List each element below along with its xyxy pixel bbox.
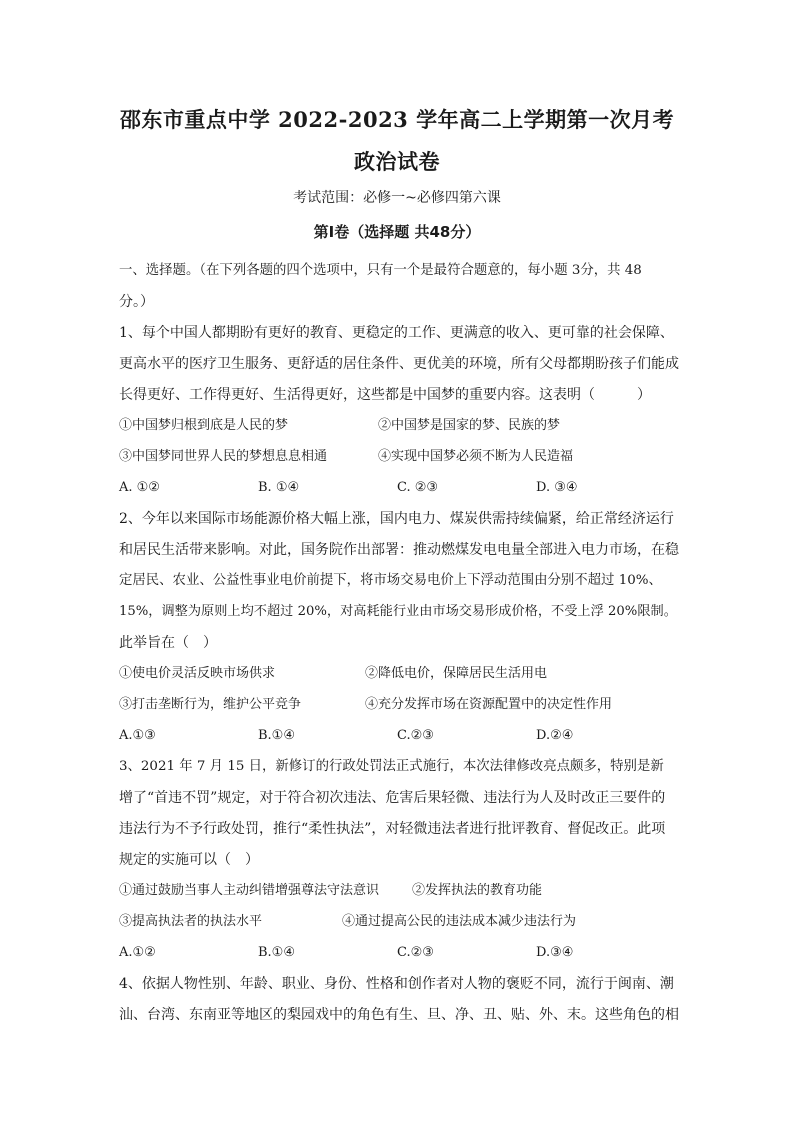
section-instructions-cont: 分。） [119, 294, 154, 310]
question-1-text: 1、每个中国人都期盼有更好的教育、更稳定的工作、更满意的收入、更可靠的社会保障、 [119, 325, 674, 341]
q1-choice-a: A. ①② [119, 480, 160, 495]
question-4-text: 4、依据人物性别、年龄、职业、身份、性格和创作者对人物的褒贬不同，流行于闽南、潮 [119, 976, 674, 992]
q1-choice-c: C. ②③ [397, 480, 439, 495]
question-2-text: 此举旨在（ ） [119, 635, 217, 651]
section-instructions: 一、选择题。（在下列各题的四个选项中，只有一个是最符合题意的，每小题 3分，共 48 [119, 263, 642, 278]
q2-statement-2: ②降低电价，保障居民生活用电 [365, 666, 548, 681]
question-3-text: 规定的实施可以（ ） [119, 852, 259, 868]
question-4-text: 汕、台湾、东南亚等地区的梨园戏中的角色有生、旦、净、丑、贴、外、末。这些角色的相 [119, 1007, 679, 1023]
q2-choice-c: C.②③ [397, 728, 434, 743]
q3-choice-b: B.①④ [258, 945, 295, 960]
q2-choice-d: D.②④ [536, 728, 574, 743]
question-2-text: 和居民生活带来影响。对此，国务院作出部署：推动燃煤发电电量全部进入电力市场，在稳 [119, 542, 679, 558]
question-3-text: 违法行为不予行政处罚，推行“柔性执法”，对轻微违法者进行批评教育、督促改正。此项 [119, 821, 666, 837]
q1-choice-b: B. ①④ [258, 480, 300, 495]
q1-statement-3: ③中国梦同世界人民的梦想息息相通 [119, 449, 328, 464]
q2-choice-b: B.①④ [258, 728, 295, 743]
part-heading: 第I卷（选择题 共48分） [313, 223, 481, 241]
q1-statement-1: ①中国梦归根到底是人民的梦 [119, 418, 289, 433]
q2-statement-3: ③打击垄断行为，维护公平竞争 [119, 697, 302, 712]
exam-scope: 考试范围：必修一~必修四第六课 [293, 190, 501, 206]
q3-statement-1: ①通过鼓励当事人主动纠错增强尊法守法意识 [119, 883, 380, 898]
q2-choice-a: A.①③ [119, 728, 156, 743]
q2-statement-4: ④充分发挥市场在资源配置中的决定性作用 [365, 697, 613, 712]
q3-choice-c: C.②③ [397, 945, 434, 960]
q3-statement-2: ②发挥执法的教育功能 [412, 883, 543, 898]
question-3-text: 3、2021 年 7 月 15 日，新修订的行政处罚法正式施行，本次法律修改亮点颇多，特别是新 [119, 759, 664, 774]
q3-statement-3: ③提高执法者的执法水平 [119, 914, 263, 929]
question-3-text: 增了“首违不罚”规定，对于符合初次违法、危害后果轻微、违法行为人及时改正三要件的 [119, 790, 666, 806]
q1-statement-2: ②中国梦是国家的梦、民族的梦 [378, 418, 561, 433]
question-2-text: 2、今年以来国际市场能源价格大幅上涨，国内电力、煤炭供需持续偏紧，给正常经济运行 [119, 511, 674, 527]
q3-choice-a: A.①② [119, 945, 156, 960]
question-2-text: 15%，调整为原则上均不超过 20%，对高耗能行业由市场交易形成价格，不受上浮 20%限制。 [119, 604, 677, 619]
q3-choice-d: D.③④ [536, 945, 574, 960]
q2-statement-1: ①使电价灵活反映市场供求 [119, 666, 276, 681]
q1-choice-d: D. ③④ [536, 480, 578, 495]
question-1-text: 更高水平的医疗卫生服务、更舒适的居住条件、更优美的环境，所有父母都期盼孩子们能成 [119, 356, 679, 372]
question-2-text: 定居民、农业、公益性事业电价前提下，将市场交易电价上下浮动范围由分别不超过 10%、 [119, 573, 662, 588]
q3-statement-4: ④通过提高公民的违法成本减少违法行为 [342, 914, 577, 929]
exam-subject-title: 政治试卷 [354, 149, 440, 174]
q1-statement-4: ④实现中国梦必须不断为人民造福 [378, 449, 574, 464]
question-1-text: 长得更好、工作得更好、生活得更好，这些都是中国梦的重要内容。这表明（ ） [119, 387, 651, 403]
exam-title: 邵东市重点中学 2022-2023 学年高二上学期第一次月考 [119, 107, 675, 132]
